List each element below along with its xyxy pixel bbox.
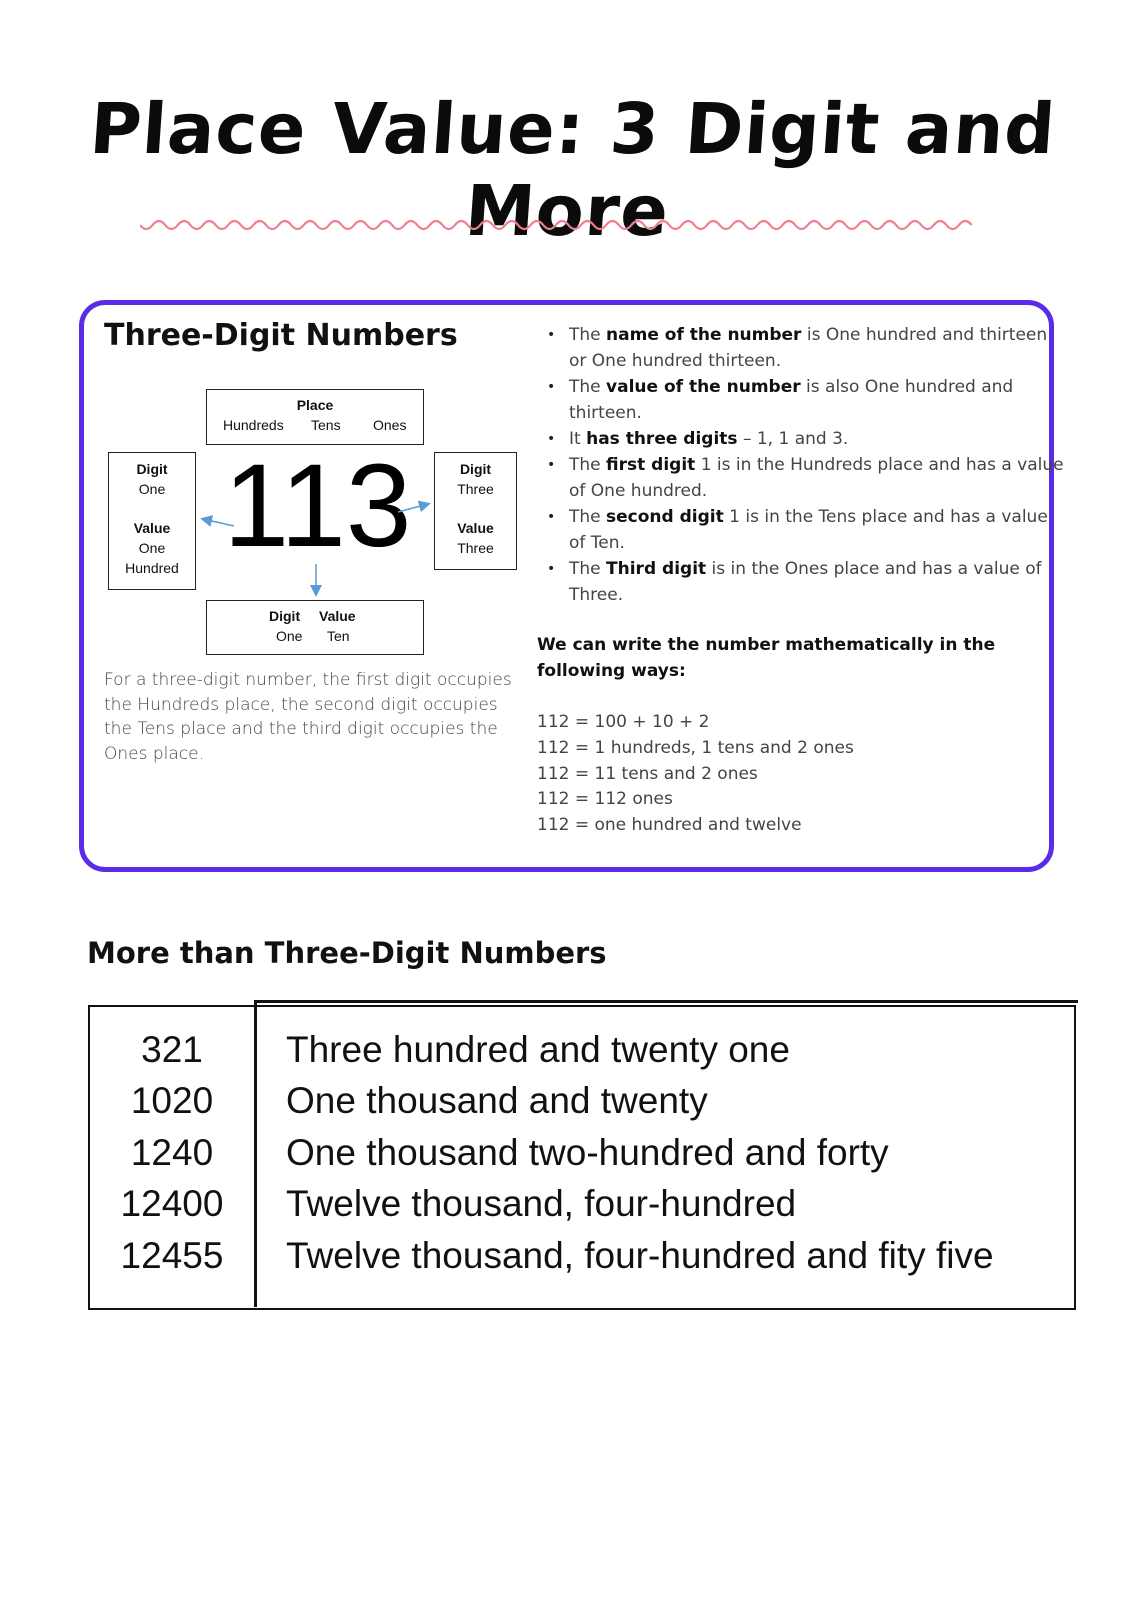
more-than-three-heading: More than Three-Digit Numbers <box>87 936 607 970</box>
number-words-table <box>88 1005 1076 1310</box>
table-top-border <box>254 1000 1078 1003</box>
left-box-digit-value: One <box>138 481 166 497</box>
bottom-box-value-value: Ten <box>327 628 350 644</box>
row-number: 321 <box>141 1029 203 1070</box>
row-number: 12400 <box>120 1183 224 1224</box>
right-box-value-value: Three <box>457 540 494 556</box>
bottom-box-digit-value: One <box>276 628 303 644</box>
fact-item: • The Third digit is in the Ones place and has a value of Three. <box>569 556 1069 608</box>
right-box-digit-label: Digit <box>459 461 492 477</box>
row-number: 1240 <box>130 1132 214 1173</box>
page-title: Place Value: 3 Digit and More <box>87 88 1059 252</box>
fact-item: • The second digit 1 is in the Tens place and has a value of Ten. <box>569 504 1069 556</box>
place-label-ones: Ones <box>373 417 407 433</box>
three-digit-heading: Three-Digit Numbers <box>104 318 458 353</box>
row-number: 1020 <box>130 1080 214 1121</box>
bottom-box-digit-label: Digit <box>269 608 301 624</box>
row-words: Twelve thousand, four-hundred <box>286 1183 797 1224</box>
place-box-title: Place <box>296 397 334 413</box>
left-box-value-label: Value <box>133 520 171 536</box>
left-box-value-line1: One <box>138 540 166 556</box>
equation: 112 = 112 ones <box>537 789 673 810</box>
fact-item: • It has three digits – 1, 1 and 3. <box>569 426 1069 452</box>
arrow-to-hundreds-icon <box>203 519 234 526</box>
arrow-to-ones-icon <box>398 504 428 512</box>
table-column-divider <box>254 1000 257 1307</box>
equation: 112 = 11 tens and 2 ones <box>537 763 758 784</box>
equation-list <box>537 710 854 839</box>
row-number: 12455 <box>120 1235 224 1276</box>
fact-item: • The value of the number is also One hundred and thirteen. <box>569 374 1069 426</box>
row-words: One thousand two-hundred and forty <box>286 1132 889 1173</box>
equation: 112 = 100 + 10 + 2 <box>537 712 710 732</box>
example-number: 113 <box>223 440 412 572</box>
right-box-digit-value: Three <box>457 481 494 497</box>
left-box-value-line2: Hundred <box>125 560 179 576</box>
fact-item: • The name of the number is One hundred and thirteen or One hundred thirteen. <box>569 322 1069 374</box>
fact-item: • The first digit 1 is in the Hundreds place and has a value of One hundred. <box>569 452 1069 504</box>
equation: 112 = 1 hundreds, 1 tens and 2 ones <box>537 737 854 758</box>
equation: 112 = one hundred and twelve <box>537 815 802 836</box>
write-ways-heading: We can write the number mathematically in the following ways: <box>537 635 996 681</box>
three-digit-description: For a three-digit number, the first digit occupies the Hundreds place, the second digit occupies the Tens place and the third digit occupies the Ones place. <box>104 670 512 764</box>
place-label-hundreds: Hundreds <box>223 417 284 433</box>
row-words: One thousand and twenty <box>286 1080 708 1121</box>
left-box-digit-label: Digit <box>136 461 168 477</box>
bottom-box-value-label: Value <box>319 608 356 624</box>
row-words: Three hundred and twenty one <box>286 1029 790 1070</box>
place-label-tens: Tens <box>311 417 341 433</box>
row-words: Twelve thousand, four-hundred and fity five <box>286 1235 994 1276</box>
right-box-value-label: Value <box>457 520 494 536</box>
facts-list <box>545 322 1069 608</box>
